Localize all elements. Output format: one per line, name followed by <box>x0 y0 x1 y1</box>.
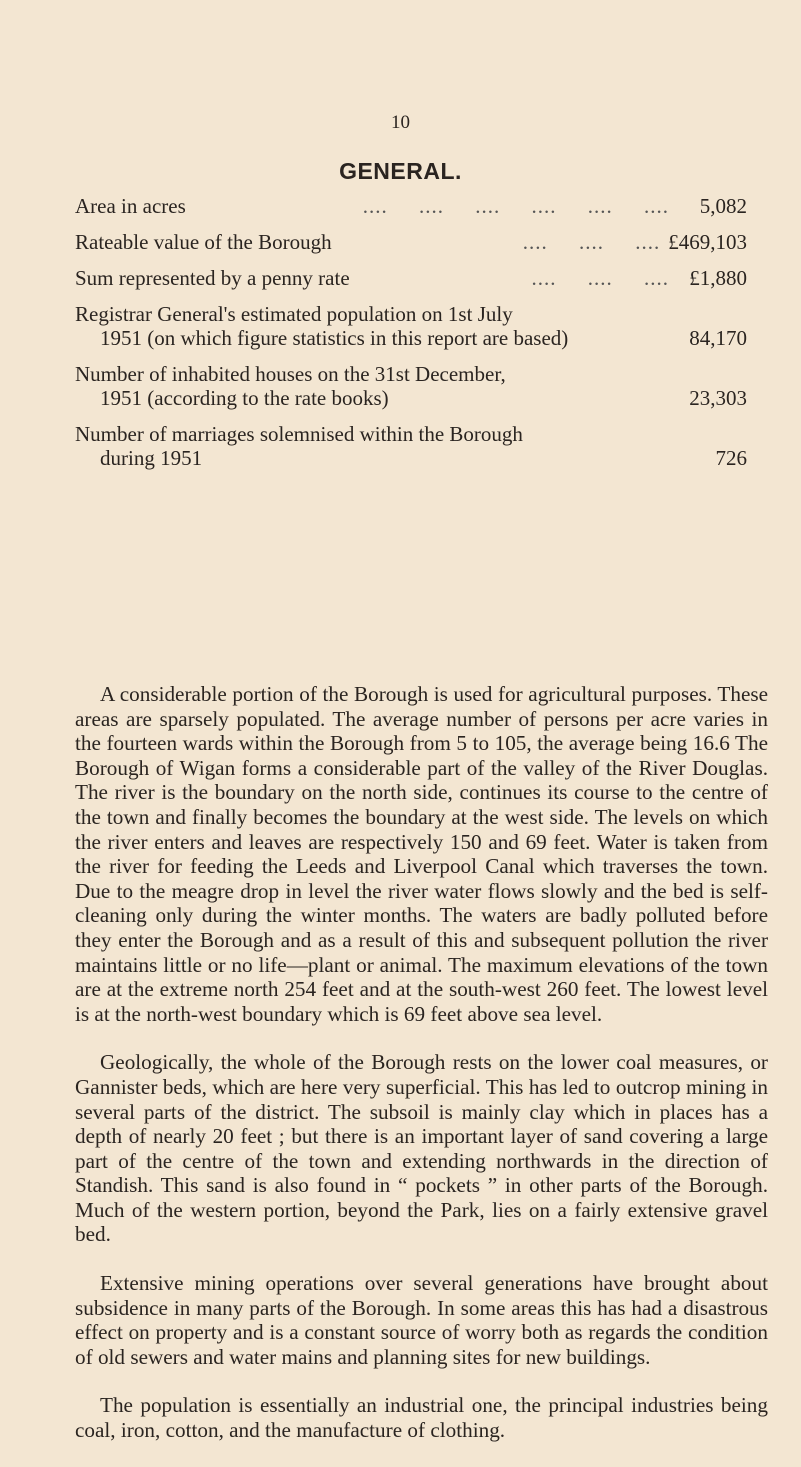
stat-row-marriages <box>75 422 747 470</box>
stat-label: Number of marriages solemnised within the Borough <box>75 422 523 446</box>
stat-label: Rateable value of the Borough <box>75 230 332 254</box>
stat-label: Registrar General's estimated population on 1st July <box>75 302 513 326</box>
leader-dots: .... .... .... <box>531 266 669 290</box>
stat-row-area <box>75 194 747 218</box>
stat-label-continued: during 1951 <box>100 446 203 470</box>
leader-dots: .... .... .... .... .... .... <box>362 194 669 218</box>
stat-value: 23,303 <box>689 386 747 410</box>
paragraph-industry: The population is essentially an industrial one, the principal industries being coal, iron, cotton, and the manufacture of clothing. <box>75 1393 768 1443</box>
body-text <box>75 682 768 1467</box>
leader-dots: .... .... .... <box>522 230 661 254</box>
stat-value: £469,103 <box>668 230 747 254</box>
stat-row-population <box>75 302 747 350</box>
stat-row-penny-rate <box>75 266 747 290</box>
stat-value: 726 <box>715 446 747 470</box>
section-title: GENERAL. <box>339 158 462 184</box>
stat-label-continued: 1951 (on which figure statistics in this report are based) <box>100 326 569 350</box>
stat-value: 84,170 <box>689 326 747 350</box>
stat-label-continued: 1951 (according to the rate books) <box>100 386 389 410</box>
stat-label: Sum represented by a penny rate <box>75 266 350 290</box>
page-number: 10 <box>391 112 410 133</box>
stat-value: £1,880 <box>689 266 747 290</box>
paragraph-geology: Geologically, the whole of the Borough rests on the lower coal measures, or Gannister beds, which are here very superficial. This has led to outcrop mining in several parts of the district. The subsoil is mainly clay which in places has a depth of nearly 20 feet ; but there is an important layer of sand covering a large part of the centre of the town and extending northwards in the direction of Standish. This sand is also found in “ pockets ” in other parts of the Borough. Much of the western portion, beyond the Park, lies on a fairly extensive gravel bed. <box>75 1050 768 1247</box>
stat-row-houses <box>75 362 747 410</box>
stat-label: Area in acres <box>75 194 186 218</box>
statistics-list <box>75 194 747 482</box>
stat-value: 5,082 <box>699 194 747 218</box>
stat-label: Number of inhabited houses on the 31st December, <box>75 362 506 386</box>
paragraph-geography: A considerable portion of the Borough is used for agricultural purposes. These areas are sparsely populated. The average number of persons per acre varies in the fourteen wards within the Borough from 5 to 105, the average being 16.6 The Borough of Wigan forms a considerable part of the valley of the River Douglas. The river is the boundary on the north side, continues its course to the centre of the town and finally becomes the boundary at the west side. The levels on which the river enters and leaves are respectively 150 and 69 feet. Water is taken from the river for feeding the Leeds and Liverpool Canal which traverses the town. Due to the meagre drop in level the river water flows slowly and the bed is self-cleaning only during the winter months. The waters are badly polluted before they enter the Borough and as a result of this and subsequent pollution the river maintains little or no life—plant or animal. The maximum elevations of the town are at the extreme north 254 feet and at the south-west 260 feet. The lowest level is at the north-west boundary which is 69 feet above sea level. <box>75 682 768 1026</box>
paragraph-mining: Extensive mining operations over several generations have brought about subsidence in many parts of the Borough. In some areas this has had a disastrous effect on property and is a constant source of worry both as regards the condition of old sewers and water mains and planning sites for new buildings. <box>75 1271 768 1369</box>
stat-row-rateable-value <box>75 230 747 254</box>
